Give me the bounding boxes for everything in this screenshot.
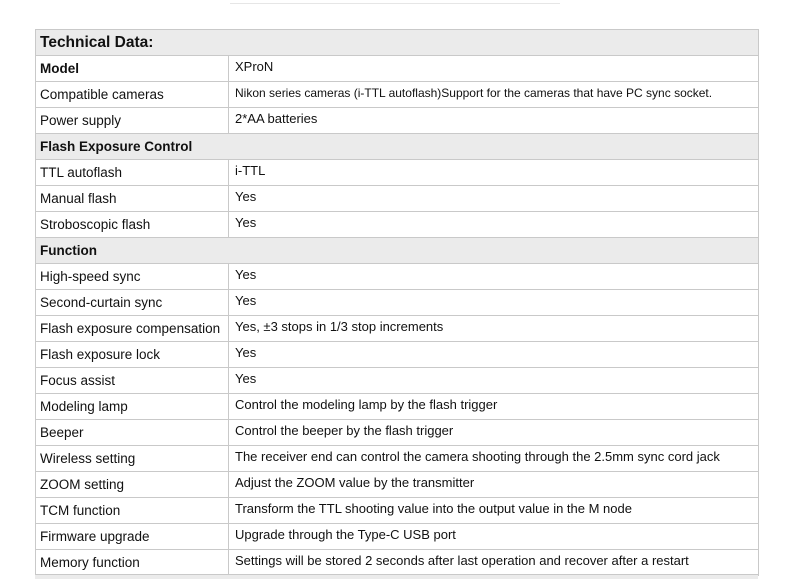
spec-label: Second-curtain sync (36, 290, 229, 316)
spec-label: Flash exposure lock (36, 342, 229, 368)
spec-value: Transform the TTL shooting value into the output value in the M node (229, 498, 759, 524)
spec-value: Yes (229, 264, 759, 290)
spec-label: Power supply (36, 108, 229, 134)
table-row (36, 186, 759, 212)
table-title: Technical Data: (36, 30, 759, 56)
table-row (36, 472, 759, 498)
spec-value: The receiver end can control the camera shooting through the 2.5mm sync cord jack (229, 446, 759, 472)
spec-label: Stroboscopic flash (36, 212, 229, 238)
spec-label: TCM function (36, 498, 229, 524)
spec-label: Focus assist (36, 368, 229, 394)
table-row (36, 56, 759, 82)
section-heading-row (36, 238, 759, 264)
spec-label: ZOOM setting (36, 472, 229, 498)
table-row (36, 212, 759, 238)
spec-value: Adjust the ZOOM value by the transmitter (229, 472, 759, 498)
spec-value: Yes (229, 212, 759, 238)
spec-label: Modeling lamp (36, 394, 229, 420)
table-row (36, 316, 759, 342)
table-row (36, 368, 759, 394)
spec-label: Firmware upgrade (36, 524, 229, 550)
table-row (36, 498, 759, 524)
spec-label: Flash exposure compensation (36, 316, 229, 342)
spec-value: Yes (229, 342, 759, 368)
section-heading-function: Function (36, 238, 759, 264)
table-row (36, 82, 759, 108)
spec-value: Upgrade through the Type-C USB port (229, 524, 759, 550)
table-row (36, 420, 759, 446)
spec-value: i-TTL (229, 160, 759, 186)
table-row (36, 160, 759, 186)
spec-label: Compatible cameras (36, 82, 229, 108)
table-row (36, 524, 759, 550)
spec-value: XProN (229, 56, 759, 82)
table-row (36, 550, 759, 576)
table-title-row (36, 30, 759, 56)
spec-value: Yes (229, 186, 759, 212)
table-row (36, 342, 759, 368)
spec-label: High-speed sync (36, 264, 229, 290)
spec-label: Model (36, 56, 229, 82)
spec-label: TTL autoflash (36, 160, 229, 186)
table-row (36, 108, 759, 134)
section-heading-flash-exposure-control: Flash Exposure Control (36, 134, 759, 160)
spec-label: Manual flash (36, 186, 229, 212)
spec-value: 2*AA batteries (229, 108, 759, 134)
spec-value: Yes (229, 290, 759, 316)
top-divider (230, 3, 560, 4)
spec-value: Nikon series cameras (i-TTL autoflash)Support for the cameras that have PC sync socket. (229, 82, 759, 108)
spec-label: Beeper (36, 420, 229, 446)
spec-label: Memory function (36, 550, 229, 576)
section-heading-row (36, 134, 759, 160)
spec-value: Yes (229, 368, 759, 394)
spec-label: Wireless setting (36, 446, 229, 472)
spec-value: Control the modeling lamp by the flash trigger (229, 394, 759, 420)
table-row (36, 290, 759, 316)
spec-value: Control the beeper by the flash trigger (229, 420, 759, 446)
table-row (36, 394, 759, 420)
table-footer-strip (35, 574, 758, 579)
table-row (36, 446, 759, 472)
spec-value: Yes, ±3 stops in 1/3 stop increments (229, 316, 759, 342)
spec-value: Settings will be stored 2 seconds after last operation and recover after a restart (229, 550, 759, 576)
technical-data-table (35, 29, 759, 576)
table-row (36, 264, 759, 290)
